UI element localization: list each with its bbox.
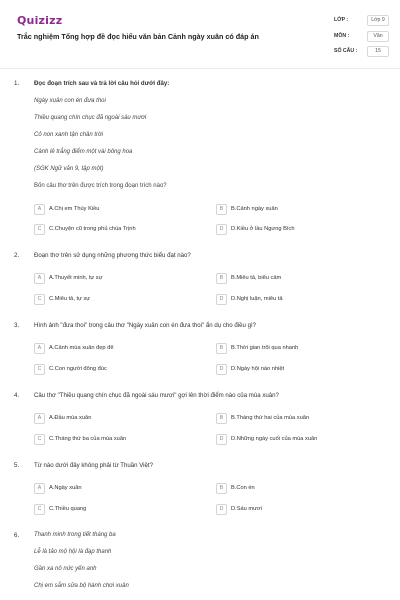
option-letter: C <box>34 294 45 305</box>
option-a[interactable] <box>34 483 184 495</box>
option-d[interactable] <box>216 504 366 516</box>
option-text: A.Đầu mùa xuân <box>49 415 92 421</box>
meta-class <box>330 14 388 27</box>
option-text: B.Tháng thứ hai của mùa xuân <box>231 415 310 421</box>
option-letter: A <box>34 204 45 215</box>
option-letter: A <box>34 343 45 354</box>
option-d[interactable] <box>216 434 366 446</box>
option-letter: B <box>216 273 227 284</box>
option-letter: A <box>34 413 45 424</box>
option-text: C.Con người đông đúc <box>49 366 107 372</box>
meta-count-label: SỐ CÂU : <box>334 48 358 54</box>
option-text: D.Nghị luận, miêu tả <box>231 296 283 302</box>
quizizz-logo: Quizizz <box>17 14 63 27</box>
option-text: B.Cảnh ngày xuân <box>231 206 278 212</box>
question-prompt: Câu thơ "Thiều quang chín chục đã ngoài sáu mươi" gợi lên thời điểm nào của mùa xuân? <box>34 392 279 399</box>
page-title: Trắc nghiệm Tổng hợp đề đọc hiểu văn bản Cảnh ngày xuân có đáp án <box>17 32 259 41</box>
meta-subject <box>330 30 388 43</box>
option-letter: D <box>216 504 227 515</box>
option-b[interactable] <box>216 273 366 285</box>
header-divider <box>0 68 400 69</box>
option-c[interactable] <box>34 224 184 236</box>
poem-line: Chị em sắm sửa bộ hành chơi xuân <box>34 583 129 589</box>
option-text: D.Sáu mươi <box>231 506 262 512</box>
option-letter: B <box>216 483 227 494</box>
option-letter: B <box>216 204 227 215</box>
option-text: D.Ngày hội náo nhiệt <box>231 366 285 372</box>
option-letter: C <box>34 364 45 375</box>
poem-line: Lễ là tảo mộ hội là đạp thanh <box>34 549 112 555</box>
option-a[interactable] <box>34 343 184 355</box>
meta-count <box>330 45 388 58</box>
question-number: 1. <box>14 80 20 87</box>
poem-line: Cỏ non xanh tận chân trời <box>34 132 104 138</box>
option-letter: C <box>34 224 45 235</box>
option-text: C.Miêu tả, tự sự <box>49 296 91 302</box>
option-c[interactable] <box>34 434 184 446</box>
meta-subject-label: MÔN : <box>334 33 350 39</box>
option-letter: B <box>216 343 227 354</box>
option-letter: D <box>216 294 227 305</box>
poem-line: Thanh minh trong tiết tháng ba <box>34 532 116 538</box>
option-a[interactable] <box>34 204 184 216</box>
question-number: 4. <box>14 392 20 399</box>
meta-count-value: 15 <box>367 46 389 57</box>
poem-source: (SGK Ngữ văn 9, tập một) <box>34 166 104 172</box>
option-text: B.Thời gian trôi qua nhanh <box>231 345 299 351</box>
option-text: C.Chuyện cũ trong phủ chúa Trịnh <box>49 226 136 232</box>
option-c[interactable] <box>34 364 184 376</box>
option-b[interactable] <box>216 343 366 355</box>
question-prompt: Hình ảnh "đưa thoi" trong câu thơ "Ngày xuân con én đưa thoi" ẩn dụ cho điều gì? <box>34 322 257 329</box>
question-number: 5. <box>14 462 20 469</box>
option-a[interactable] <box>34 413 184 425</box>
question-number: 6. <box>14 532 20 539</box>
option-b[interactable] <box>216 413 366 425</box>
option-b[interactable] <box>216 204 366 216</box>
meta-subject-value: Văn <box>367 31 389 42</box>
option-d[interactable] <box>216 224 366 236</box>
question-subprompt: Bốn câu thơ trên được trích trong đoạn trích nào? <box>34 183 167 189</box>
poem-line: Gần xa nô nức yến anh <box>34 566 97 572</box>
worksheet-header <box>0 0 400 70</box>
option-letter: B <box>216 413 227 424</box>
question-prompt: Đọc đoạn trích sau và trả lời câu hỏi dưới đây: <box>34 80 170 87</box>
option-letter: C <box>34 434 45 445</box>
option-letter: D <box>216 224 227 235</box>
option-c[interactable] <box>34 504 184 516</box>
poem-line: Ngày xuân con én đưa thoi <box>34 98 106 104</box>
question-number: 3. <box>14 322 20 329</box>
option-letter: D <box>216 434 227 445</box>
poem-line: Cành lê trắng điểm một vài bông hoa <box>34 149 133 155</box>
option-text: A.Cảnh mùa xuân đẹp đẽ <box>49 345 114 351</box>
option-text: B.Con én <box>231 485 255 491</box>
option-text: C.Tháng thứ ba của mùa xuân <box>49 436 127 442</box>
option-c[interactable] <box>34 294 184 306</box>
option-text: D.Kiều ở lầu Ngưng Bích <box>231 226 295 232</box>
meta-class-label: LỚP : <box>334 17 349 23</box>
option-text: C.Thiều quang <box>49 506 87 512</box>
option-letter: C <box>34 504 45 515</box>
question-number: 2. <box>14 252 20 259</box>
option-text: D.Những ngày cuối của mùa xuân <box>231 436 318 442</box>
option-a[interactable] <box>34 273 184 285</box>
meta-class-value: Lớp 9 <box>367 15 389 26</box>
option-text: B.Miêu tả, biểu cảm <box>231 275 282 281</box>
option-letter: D <box>216 364 227 375</box>
question-prompt: Từ nào dưới đây không phải từ Thuần Việt? <box>34 462 154 469</box>
question-prompt: Đoạn thơ trên sử dụng những phương thức biểu đạt nào? <box>34 252 191 259</box>
option-letter: A <box>34 273 45 284</box>
option-text: A.Chị em Thúy Kiều <box>49 206 100 212</box>
option-d[interactable] <box>216 364 366 376</box>
option-letter: A <box>34 483 45 494</box>
option-text: A.Thuyết minh, tự sự <box>49 275 103 281</box>
poem-line: Thiều quang chín chục đã ngoài sáu mươi <box>34 115 147 121</box>
option-text: A.Ngày xuân <box>49 485 82 491</box>
option-d[interactable] <box>216 294 366 306</box>
option-b[interactable] <box>216 483 366 495</box>
